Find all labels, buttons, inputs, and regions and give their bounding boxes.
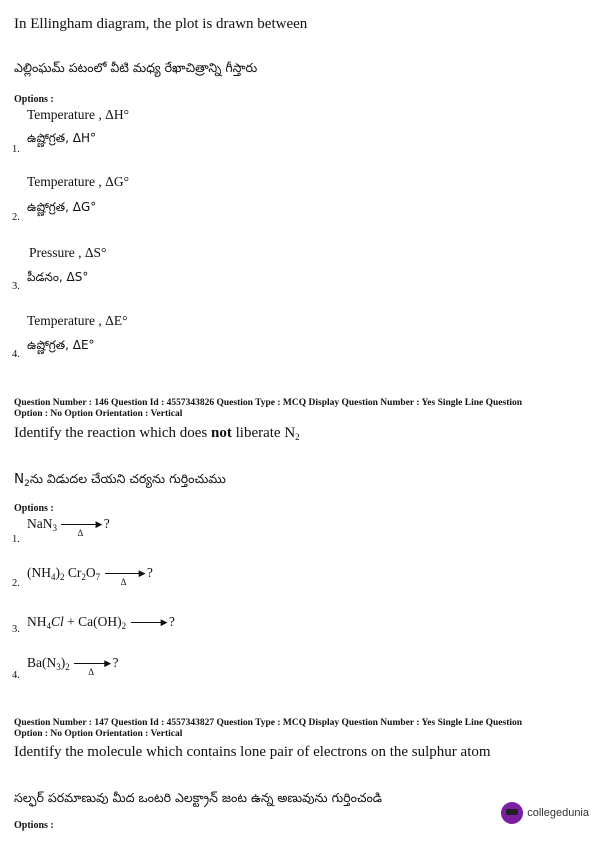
formula-part: Ca(OH) — [78, 614, 122, 629]
formula-part: NaN — [27, 516, 53, 531]
delta-label: Δ — [77, 528, 84, 539]
q145-option-4-te: ఉష్ణోగ్రత, ΔE° — [27, 338, 95, 352]
formula-part: O — [85, 565, 96, 580]
q145-text-te: ఎల్లింఘమ్ పటంలో వీటి మధ్య రేఖాచిత్రాన్ని గీస్తారు — [14, 60, 258, 75]
q145-option-3-te: పీడనం, ΔS° — [27, 270, 89, 284]
q146-text-te-post: ను విడుదల చేయని చర్యను గుర్తించుము — [29, 471, 226, 486]
formula-part: NH — [27, 614, 47, 629]
formula-part: ) — [55, 565, 60, 580]
q146-text-en — [14, 425, 300, 442]
formula-part: Cl — [51, 614, 64, 629]
q146-text-en-post: liberate N — [235, 425, 296, 441]
formula-sub: 2 — [60, 572, 65, 582]
q146-text-te-sub: 2 — [24, 479, 30, 489]
q146-option-3-number: 3. — [12, 624, 20, 635]
formula-sub: 2 — [65, 662, 70, 672]
q147-text-te: సల్ఫర్ పరమాణువు మీద ఒంటరి ఎలక్ట్రాన్ జంట ఉన్న అణువును గుర్తించండి — [14, 790, 383, 805]
q145-option-2-te: ఉష్ణోగ్రత, ΔG° — [27, 200, 97, 214]
q145-options-label: Options : — [14, 94, 54, 105]
formula-sub: 2 — [121, 621, 127, 631]
formula-part: Cr — [64, 565, 82, 580]
q146-text-en-bold: not — [211, 425, 232, 441]
q146-text-en-sub: 2 — [295, 432, 300, 442]
q146-option-2-number: 2. — [12, 578, 20, 589]
formula-sub: 3 — [56, 662, 61, 672]
q146-option-1-reaction — [27, 516, 110, 539]
question-mark: ? — [112, 655, 119, 670]
q145-text-en: In Ellingham diagram, the plot is drawn between — [14, 16, 308, 32]
q147-options-label: Options : — [14, 820, 54, 831]
q146-option-2-reaction — [27, 565, 153, 588]
q145-option-3-en: Pressure , ΔS° — [29, 245, 107, 260]
q146-options-label: Options : — [14, 503, 54, 514]
q145-option-1-en: Temperature , ΔH° — [27, 107, 129, 122]
q146-meta — [14, 398, 522, 420]
formula-sub: 2 — [81, 572, 86, 582]
q146-text-en-pre: Identify the reaction which does — [14, 425, 208, 441]
q147-text-en: Identify the molecule which contains lone pair of electrons on the sulphur atom — [14, 744, 491, 760]
reaction-arrow-icon: ▶ — [131, 622, 165, 623]
formula-part: Ba(N — [27, 655, 57, 670]
formula-part: (NH — [27, 565, 51, 580]
q147-meta-line1: Question Number : 147 Question Id : 4557343827 Question Type : MCQ Display Question Number : Yes Single Line Question — [14, 718, 523, 728]
logo-text: collegedunia — [527, 807, 589, 819]
q145-option-4-en: Temperature , ΔE° — [27, 313, 128, 328]
q145-option-1-te: ఉష్ణోగ్రత, ΔH° — [27, 131, 96, 145]
formula-sub: 4 — [51, 572, 56, 582]
formula-sub: 4 — [46, 621, 51, 631]
q145-option-2-number: 2. — [12, 212, 20, 223]
reaction-arrow-icon: ▶ Δ — [105, 573, 143, 574]
q146-meta-line2: Option : No Option Orientation : Vertical — [14, 409, 183, 419]
q146-option-4-reaction — [27, 655, 119, 678]
formula-sub: 3 — [52, 523, 57, 533]
delta-label: Δ — [88, 667, 95, 678]
q145-option-2-en: Temperature , ΔG° — [27, 174, 129, 189]
q147-meta-line2: Option : No Option Orientation : Vertical — [14, 729, 183, 739]
q146-text-te-pre: N — [14, 471, 25, 487]
q146-text-te — [14, 471, 226, 490]
question-mark: ? — [146, 565, 153, 580]
q146-option-1-number: 1. — [12, 534, 20, 545]
q145-option-1-number: 1. — [12, 144, 20, 155]
q145-option-3-number: 3. — [12, 281, 20, 292]
formula-sub: 7 — [95, 572, 101, 582]
formula-part: ) — [60, 655, 66, 670]
q147-meta — [14, 718, 522, 740]
q146-option-3-reaction — [27, 614, 175, 630]
collegedunia-logo — [501, 802, 589, 824]
q146-option-4-number: 4. — [12, 670, 20, 681]
reaction-arrow-icon: ▶ Δ — [61, 524, 99, 525]
reaction-arrow-icon: ▶ Δ — [74, 663, 108, 664]
question-mark: ? — [168, 614, 175, 629]
plus-sign: + — [63, 614, 79, 629]
delta-label: Δ — [120, 577, 127, 588]
q146-meta-line1: Question Number : 146 Question Id : 4557343826 Question Type : MCQ Display Question Number : Yes Single Line Question — [14, 398, 523, 408]
question-mark: ? — [103, 516, 110, 531]
logo-mark-icon — [501, 802, 523, 824]
q145-option-4-number: 4. — [12, 349, 20, 360]
